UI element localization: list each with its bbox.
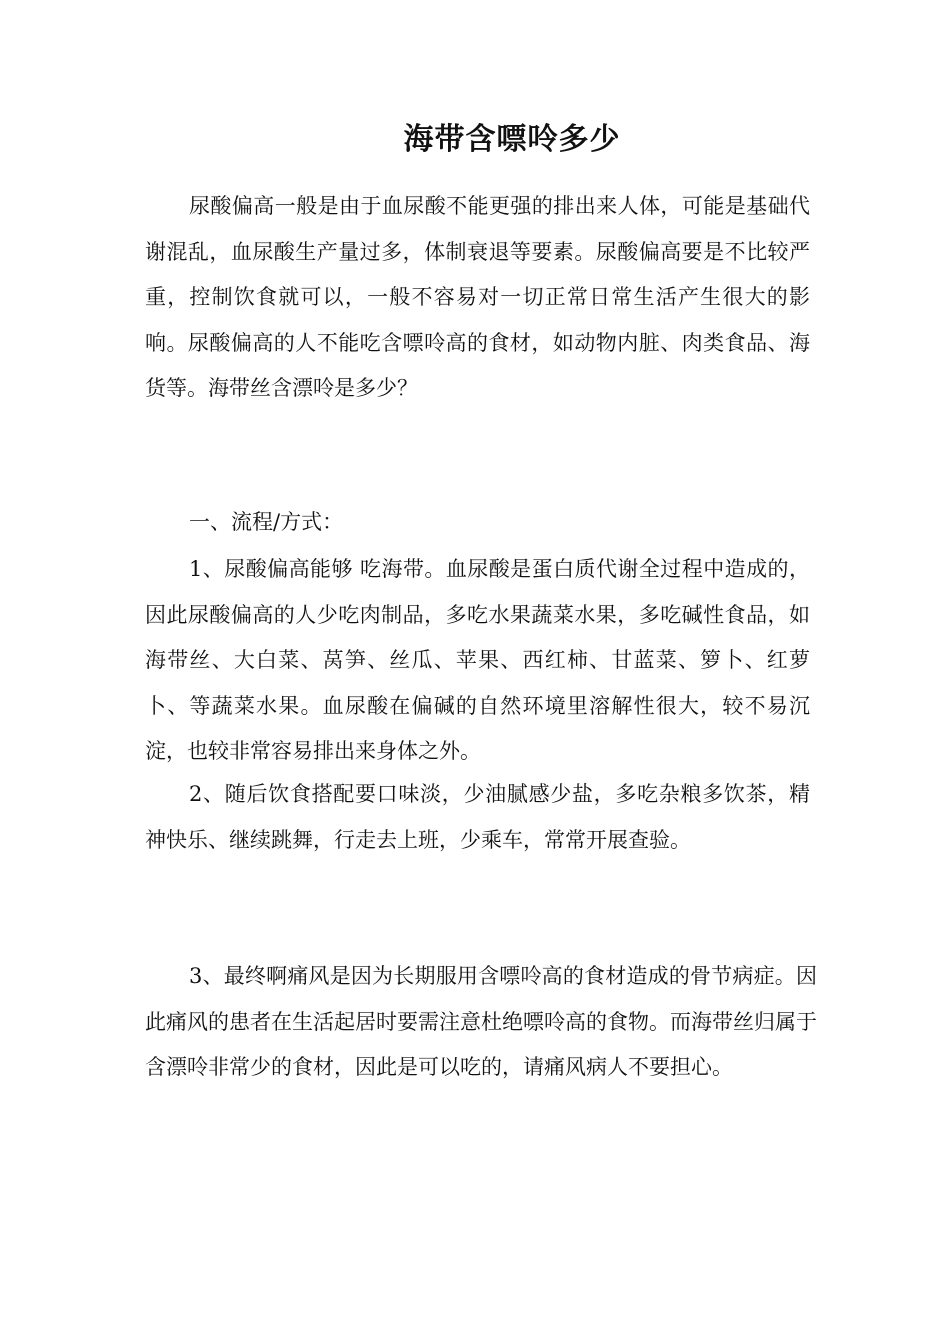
section-heading: 一、流程/方式： [189,510,344,534]
step-2-paragraph: 2、随后饮食搭配要口味淡，少油腻感少盐，多吃杂粮多饮茶，精神快乐、继续跳舞，行走去上班，少乘车，常常开展查验。 [145,782,810,852]
document-title: 海带含嘌呤多少 [403,122,621,157]
step-1-paragraph: 1、尿酸偏高能够 吃海带。血尿酸是蛋白质代谢全过程中造成的，因此尿酸偏高的人少吃肉制品，多吃水果蔬菜水果，多吃碱性食品，如海带丝、大白菜、莴笋、丝瓜、苹果、西红柿、甘蓝菜、箩卜、红萝卜、等蔬菜水果。血尿酸在偏碱的自然环境里溶解性很大，较不易沉淀，也较非常容易排出来身体之外。 [145,557,810,763]
intro-paragraph: 尿酸偏高一般是由于血尿酸不能更强的排出来人体，可能是基础代谢混乱，血尿酸生产量过多，体制衰退等要素。尿酸偏高要是不比较严重，控制饮食就可以，一般不容易对一切正常日常生活产生很大的影响。尿酸偏高的人不能吃含嘌呤高的食材，如动物内脏、肉类食品、海货等。海带丝含漂呤是多少？ [145,194,810,400]
step-3-paragraph: 3、最终啊痛风是因为长期服用含嘌呤高的食材造成的骨节病症。因此痛风的患者在生活起居时要需注意杜绝嘌呤高的食物。而海带丝归属于含漂呤非常少的食材，因此是可以吃的，请痛风病人不要担心。 [145,964,817,1079]
